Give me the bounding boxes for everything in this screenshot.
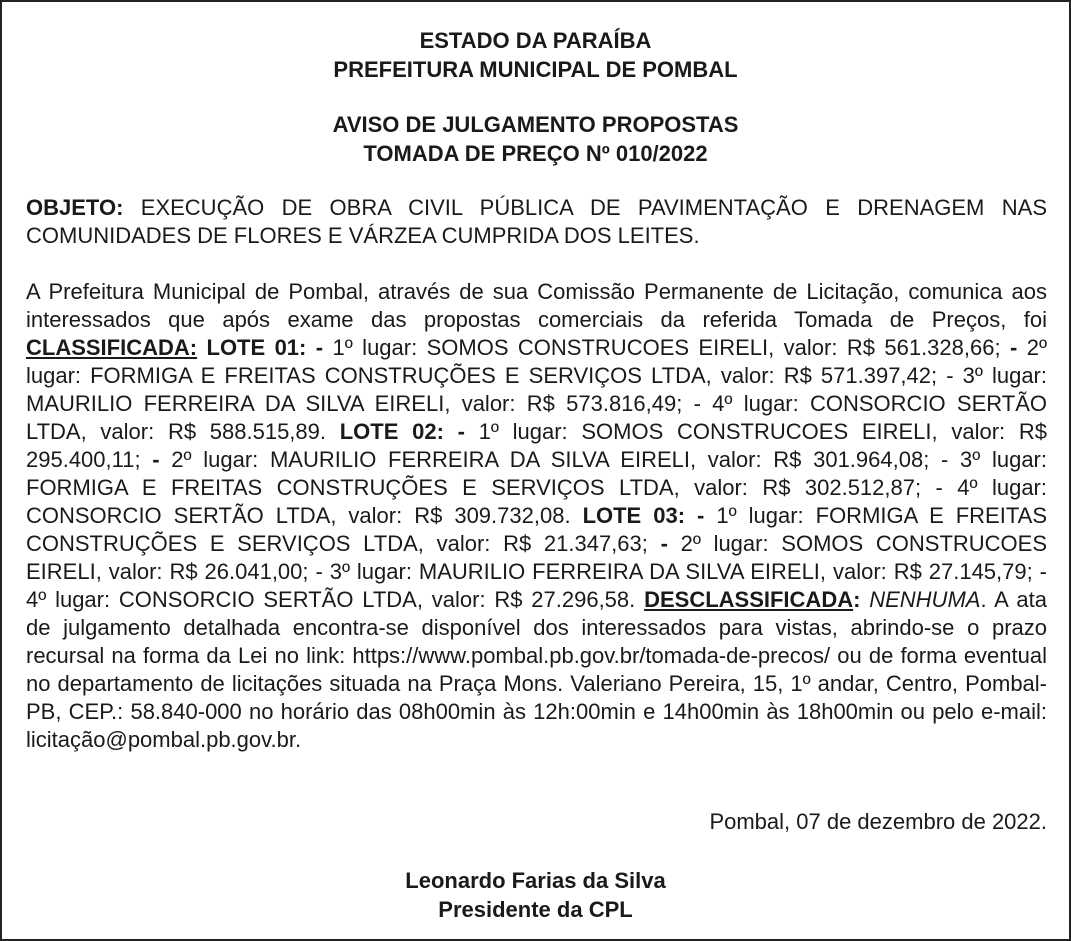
lote2-text-a: 1º lugar: SOMOS CONSTRUCOES EIRELI, valor: R$ 295.400,11; bbox=[26, 419, 1047, 472]
lote1-label: LOTE 01: - bbox=[197, 335, 324, 360]
title-block bbox=[2, 110, 1069, 168]
lote3-dash: - bbox=[660, 531, 668, 556]
state-heading: ESTADO DA PARAÍBA bbox=[419, 28, 652, 53]
signatory-role: Presidente da CPL bbox=[438, 897, 633, 922]
objeto-paragraph bbox=[26, 194, 1047, 250]
signatory-name: Leonardo Farias da Silva bbox=[405, 868, 666, 893]
body-paragraph bbox=[26, 278, 1047, 754]
body-intro: A Prefeitura Municipal de Pombal, através de sua Comissão Permanente de Licitação, comunica aos interessados que após exame das propostas comerciais da referida Tomada de Preços, foi bbox=[26, 279, 1047, 332]
lote1-text-b: 2º lugar: FORMIGA E FREITAS CONSTRUÇÕES E SERVIÇOS LTDA, valor: R$ 571.397,42; - 3º lugar: MAURILIO FERREIRA DA SILVA EIRELI, valor: R$ 573.816,49; - 4º lugar: CONSORCIO SERTÃO LTDA, valor: R$ 588.515,89. bbox=[26, 335, 1047, 444]
classificada-label: CLASSIFICADA: bbox=[26, 335, 198, 360]
tender-number: TOMADA DE PREÇO Nº 010/2022 bbox=[363, 141, 708, 166]
lote3-label: LOTE 03: - bbox=[582, 503, 705, 528]
city-hall-heading: PREFEITURA MUNICIPAL DE POMBAL bbox=[333, 57, 738, 82]
header-block bbox=[2, 26, 1069, 84]
lote2-dash: - bbox=[152, 447, 160, 472]
lote1-dash: - bbox=[1010, 335, 1018, 360]
desclassificada-value: NENHUMA bbox=[860, 587, 981, 612]
objeto-label: OBJETO: bbox=[26, 195, 124, 220]
date-line: Pombal, 07 de dezembro de 2022. bbox=[709, 809, 1047, 834]
lote3-text-a: 1º lugar: FORMIGA E FREITAS CONSTRUÇÕES E SERVIÇOS LTDA, valor: R$ 21.347,63; bbox=[26, 503, 1048, 556]
lote3-text-b: 2º lugar: SOMOS CONSTRUCOES EIRELI, valor: R$ 26.041,00; - 3º lugar: MAURILIO FERREIRA DA SILVA EIRELI, valor: R$ 27.145,79; - 4º lugar: CONSORCIO SERTÃO LTDA, valor: R$ 27.296,58. bbox=[26, 531, 1048, 612]
desclassificada-label: DESCLASSIFICADA bbox=[644, 587, 854, 612]
body-closing: . A ata de julgamento detalhada encontra-se disponível dos interessados para vistas, abrindo-se o prazo recursal na forma da Lei no link: https://www.pombal.pb.gov.br/tomada-de-precos/ ou de forma eventual no departamento de licitações situada na Praça Mons. Valeriano Pereira, 15, 1º andar, Centro, Pombal-PB, CEP.: 58.840-000 no horário das 08h00min às 12h:00min e 14h00min às 18h00min ou pelo e-mail: licitação@pombal.pb.gov.br. bbox=[26, 587, 1047, 752]
objeto-text: EXECUÇÃO DE OBRA CIVIL PÚBLICA DE PAVIMENTAÇÃO E DRENAGEM NAS COMUNIDADES DE FLORES E VÁRZEA CUMPRIDA DOS LEITES. bbox=[26, 195, 1047, 248]
desclassificada-colon: : bbox=[853, 587, 861, 612]
signature-block bbox=[2, 866, 1069, 924]
lote2-text-b: 2º lugar: MAURILIO FERREIRA DA SILVA EIRELI, valor: R$ 301.964,08; - 3º lugar: FORMIGA E FREITAS CONSTRUÇÕES E SERVIÇOS LTDA, valor: R$ 302.512,87; - 4º lugar: CONSORCIO SERTÃO LTDA, valor: R$ 309.732,08. bbox=[26, 447, 1047, 528]
lote1-text-a: 1º lugar: SOMOS CONSTRUCOES EIRELI, valor: R$ 561.328,66; bbox=[323, 335, 1010, 360]
notice-title: AVISO DE JULGAMENTO PROPOSTAS bbox=[332, 112, 739, 137]
lote2-label: LOTE 02: - bbox=[339, 419, 465, 444]
